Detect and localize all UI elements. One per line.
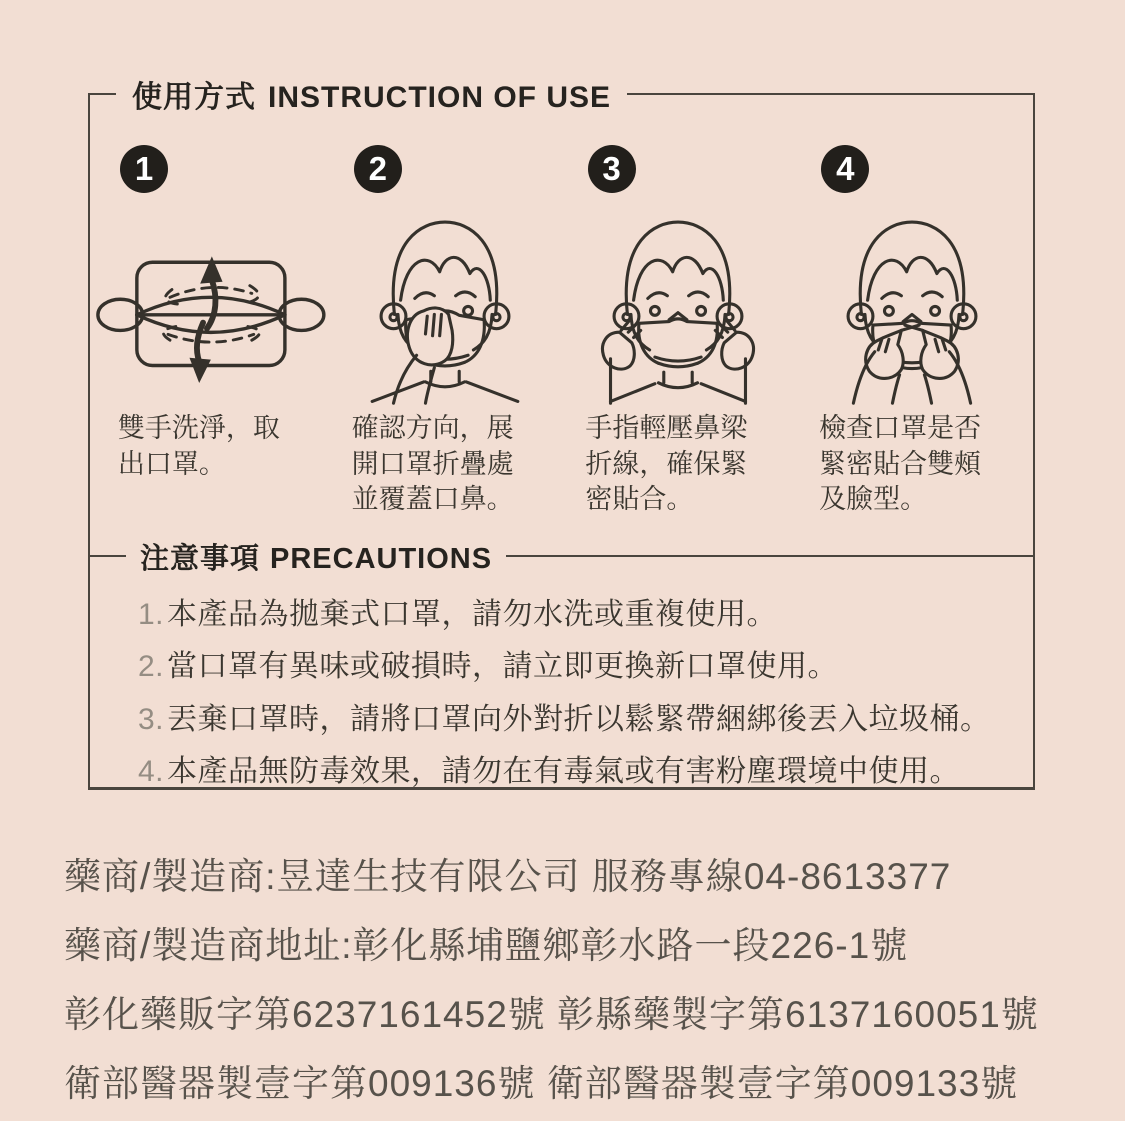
- instruction-section-title: [116, 72, 627, 116]
- manufacturer-line-2: 藥商/製造商地址:彰化縣埔鹽鄉彰水路一段226-1號: [64, 925, 909, 966]
- step-2-number-badge: 2: [354, 145, 402, 193]
- precautions-title-zh: 注意事項: [140, 542, 261, 575]
- manufacturer-line-1: 藥商/製造商:昱達生技有限公司 服務專線04-8613377: [64, 856, 952, 897]
- precaution-item-1-text: 本產品為拋棄式口罩，請勿水洗或重複使用。: [167, 597, 778, 631]
- manufacturer-info: [64, 846, 1039, 1121]
- precautions-header: [90, 536, 1033, 577]
- precaution-item-2-number: 2.: [138, 650, 165, 684]
- step-1-caption: 雙手洗淨，取出口罩。: [117, 413, 280, 479]
- steps-row: [90, 95, 1033, 518]
- instruction-title-en: INSTRUCTION OF USE: [268, 81, 612, 114]
- step-2-caption: 確認方向，展開口罩折疊處並覆蓋口鼻。: [351, 413, 514, 515]
- precaution-item-4-text: 本產品無防毒效果，請勿在有毒氣或有害粉塵環境中使用。: [167, 755, 961, 789]
- mask-open-illustration: [94, 229, 328, 389]
- press-nose-wire-illustration: [568, 199, 788, 405]
- license-line-2: 衛部醫器製壹字第009136號 衛部醫器製壹字第009133號: [64, 1063, 1019, 1104]
- step-3-number-badge: 3: [588, 145, 636, 193]
- precaution-item-3: [138, 704, 1033, 736]
- check-mask-fit-illustration: [802, 199, 1022, 405]
- precaution-item-3-number: 3.: [138, 702, 165, 736]
- precautions-list: [138, 599, 1033, 788]
- precautions-title-en: PRECAUTIONS: [270, 542, 493, 575]
- step-3: [562, 95, 796, 518]
- instruction-title-zh: 使用方式: [132, 81, 256, 114]
- precautions-title: [126, 536, 506, 577]
- step-4: [795, 95, 1029, 518]
- precaution-item-1-number: 1.: [138, 597, 165, 631]
- precaution-item-2: [138, 651, 1033, 683]
- precautions-right-rule: [506, 555, 1033, 557]
- license-line-1: 彰化藥販字第6237161452號 彰縣藥製字第6137160051號: [64, 994, 1039, 1035]
- precaution-item-1: [138, 599, 1033, 631]
- instruction-box: [88, 81, 1035, 790]
- precaution-item-4-number: 4.: [138, 755, 165, 789]
- cover-mouth-nose-illustration: [335, 199, 555, 405]
- step-1: [94, 95, 328, 482]
- step-1-number-badge: 1: [120, 145, 168, 193]
- step-2: [328, 95, 562, 518]
- step-3-illustration-wrap: [562, 193, 796, 405]
- precautions-left-rule: [90, 555, 126, 557]
- step-1-illustration-wrap: [94, 193, 328, 405]
- step-4-illustration-wrap: [795, 193, 1029, 405]
- precaution-item-4: [138, 756, 1033, 788]
- step-3-caption: 手指輕壓鼻梁折線，確保緊密貼合。: [585, 413, 748, 515]
- step-2-illustration-wrap: [328, 193, 562, 405]
- precaution-item-3-text: 丟棄口罩時，請將口罩向外對折以鬆緊帶綑綁後丟入垃圾桶。: [167, 702, 991, 736]
- step-4-caption: 檢查口罩是否緊密貼合雙頰及臉型。: [819, 413, 982, 515]
- step-4-number-badge: 4: [821, 145, 869, 193]
- precaution-item-2-text: 當口罩有異味或破損時，請立即更換新口罩使用。: [167, 650, 839, 684]
